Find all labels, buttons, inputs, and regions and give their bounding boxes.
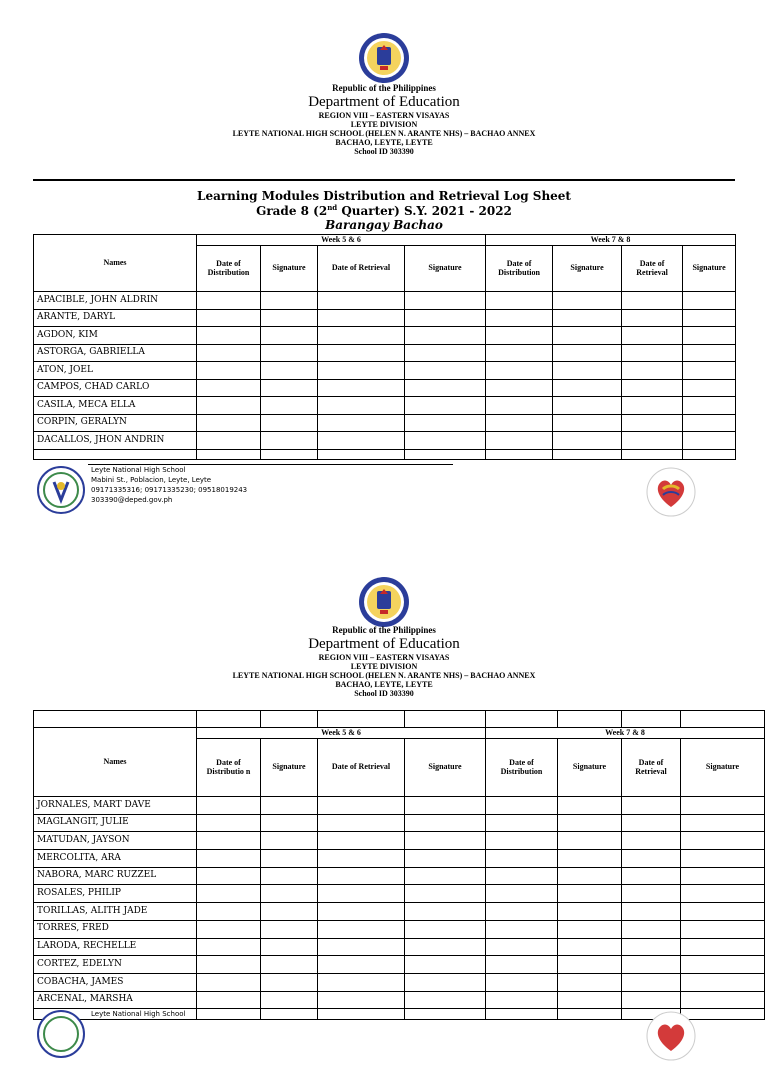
entry-cell[interactable] (197, 938, 261, 956)
entry-cell[interactable] (681, 814, 765, 832)
division-text: LEYTE DIVISION (350, 662, 418, 671)
entry-cell[interactable] (261, 956, 318, 974)
table-row (34, 920, 765, 938)
grade-sup: nd (327, 203, 338, 212)
student-rows-1 (34, 292, 736, 460)
entry-cell[interactable] (261, 397, 318, 415)
date-distribution-header: Date of Distribution (197, 246, 261, 292)
entry-cell[interactable] (405, 327, 486, 345)
table-row (34, 832, 765, 850)
table-row (34, 885, 765, 903)
republic-text: Republic of the Philippines (332, 625, 436, 635)
entry-cell[interactable] (261, 938, 318, 956)
entry-cell[interactable] (622, 432, 683, 450)
entry-cell[interactable] (558, 867, 622, 885)
student-name: CAMPOS, CHAD CARLO (34, 379, 197, 397)
entry-cell[interactable] (681, 973, 765, 991)
names-header: Names (34, 235, 197, 292)
entry-cell[interactable] (197, 885, 261, 903)
entry-cell[interactable] (34, 449, 197, 460)
entry-cell[interactable] (622, 956, 681, 974)
student-name: MATUDAN, JAYSON (34, 832, 197, 850)
entry-cell[interactable] (197, 414, 261, 432)
signature-header: Signature (405, 246, 486, 292)
entry-cell[interactable] (681, 797, 765, 815)
entry-cell[interactable] (681, 867, 765, 885)
entry-cell[interactable] (486, 327, 553, 345)
entry-cell[interactable] (558, 814, 622, 832)
entry-cell[interactable] (318, 362, 405, 380)
table-row (34, 362, 736, 380)
entry-cell[interactable] (197, 920, 261, 938)
entry-cell[interactable] (318, 850, 405, 868)
entry-cell[interactable] (681, 938, 765, 956)
signature-header: Signature (558, 739, 622, 797)
entry-cell[interactable] (318, 432, 405, 450)
student-rows-2 (34, 797, 765, 1020)
entry-cell[interactable] (681, 850, 765, 868)
letterhead (0, 626, 768, 699)
entry-cell[interactable] (486, 362, 553, 380)
entry-cell[interactable] (261, 379, 318, 397)
table-row (34, 938, 765, 956)
letterhead (0, 84, 768, 157)
date-retrieval-header: Date of Retrieval (622, 246, 683, 292)
student-name: ARCENAL, MARSHA (34, 991, 197, 1009)
entry-cell[interactable] (681, 956, 765, 974)
title-line: Learning Modules Distribution and Retrieval Log Sheet (197, 189, 571, 203)
entry-cell[interactable] (318, 832, 405, 850)
date-retrieval-header: Date of Retrieval (318, 739, 405, 797)
entry-cell[interactable] (553, 414, 622, 432)
entry-cell[interactable] (553, 449, 622, 460)
signature-header: Signature (681, 739, 765, 797)
entry-cell[interactable] (622, 797, 681, 815)
entry-cell[interactable] (197, 309, 261, 327)
entry-cell[interactable] (261, 292, 318, 310)
entry-cell[interactable] (683, 432, 736, 450)
entry-cell[interactable] (197, 832, 261, 850)
entry-cell[interactable] (405, 292, 486, 310)
entry-cell[interactable] (197, 379, 261, 397)
blank-row (34, 711, 765, 728)
entry-cell[interactable] (405, 956, 486, 974)
region-text: REGION VIII – EASTERN VISAYAS (318, 653, 450, 662)
names-header: Names (34, 728, 197, 797)
school-id-text: School ID 303390 (354, 689, 414, 698)
entry-cell[interactable] (405, 309, 486, 327)
entry-cell[interactable] (622, 938, 681, 956)
entry-cell[interactable] (405, 832, 486, 850)
entry-cell[interactable] (318, 397, 405, 415)
date-distribution-header: Date of Distribution (486, 739, 558, 797)
entry-cell[interactable] (553, 344, 622, 362)
entry-cell[interactable] (486, 832, 558, 850)
signature-header: Signature (553, 246, 622, 292)
entry-cell[interactable] (261, 973, 318, 991)
entry-cell[interactable] (405, 920, 486, 938)
entry-cell[interactable] (405, 797, 486, 815)
student-name: COBACHA, JAMES (34, 973, 197, 991)
entry-cell[interactable] (318, 885, 405, 903)
entry-cell[interactable] (405, 850, 486, 868)
entry-cell[interactable] (197, 850, 261, 868)
entry-cell[interactable] (197, 449, 261, 460)
student-name: NABORA, MARC RUZZEL (34, 867, 197, 885)
table-row (34, 432, 736, 450)
entry-cell[interactable] (683, 414, 736, 432)
entry-cell[interactable] (622, 814, 681, 832)
entry-cell[interactable] (197, 292, 261, 310)
signature-header: Signature (405, 739, 486, 797)
table-row (34, 973, 765, 991)
student-name: LARODA, RECHELLE (34, 938, 197, 956)
entry-cell[interactable] (553, 432, 622, 450)
department-text: Department of Education (308, 636, 460, 652)
entry-cell[interactable] (261, 797, 318, 815)
entry-cell[interactable] (622, 379, 683, 397)
week56-header: Week 5 & 6 (197, 728, 486, 739)
footer-school: Leyte National High School (91, 466, 186, 474)
department-text: Department of Education (308, 94, 460, 110)
entry-cell[interactable] (197, 432, 261, 450)
entry-cell[interactable] (318, 867, 405, 885)
entry-cell[interactable] (197, 867, 261, 885)
entry-cell[interactable] (622, 885, 681, 903)
entry-cell[interactable] (261, 867, 318, 885)
page-footer-2 (33, 1006, 768, 1066)
entry-cell[interactable] (558, 850, 622, 868)
entry-cell[interactable] (622, 344, 683, 362)
table-row (34, 867, 765, 885)
entry-cell[interactable] (486, 814, 558, 832)
entry-cell[interactable] (405, 362, 486, 380)
student-name: APACIBLE, JOHN ALDRIN (34, 292, 197, 310)
entry-cell[interactable] (622, 973, 681, 991)
entry-cell[interactable] (486, 885, 558, 903)
entry-cell[interactable] (558, 832, 622, 850)
entry-cell[interactable] (318, 327, 405, 345)
log-table-2 (33, 710, 765, 1020)
entry-cell[interactable] (558, 973, 622, 991)
footer-divider (228, 1008, 458, 1009)
date-retrieval-header: Date of Retrieval (318, 246, 405, 292)
entry-cell[interactable] (486, 414, 553, 432)
student-name: ATON, JOEL (34, 362, 197, 380)
entry-cell[interactable] (622, 449, 683, 460)
heart-logo-icon (643, 1011, 699, 1061)
entry-cell[interactable] (318, 973, 405, 991)
entry-cell[interactable] (486, 292, 553, 310)
entry-cell[interactable] (261, 903, 318, 921)
entry-cell[interactable] (318, 797, 405, 815)
entry-cell[interactable] (197, 814, 261, 832)
student-name: TORRES, FRED (34, 920, 197, 938)
entry-cell[interactable] (683, 397, 736, 415)
entry-cell[interactable] (318, 814, 405, 832)
entry-cell[interactable] (261, 344, 318, 362)
entry-cell[interactable] (558, 903, 622, 921)
entry-cell[interactable] (681, 920, 765, 938)
student-name: ASTORGA, GABRIELLA (34, 344, 197, 362)
lnhs-logo-icon (37, 466, 85, 514)
entry-cell[interactable] (486, 867, 558, 885)
entry-cell[interactable] (622, 867, 681, 885)
footer-address: Mabini St., Poblacion, Leyte, Leyte (91, 476, 212, 484)
entry-cell[interactable] (486, 920, 558, 938)
entry-cell[interactable] (405, 973, 486, 991)
entry-cell[interactable] (318, 903, 405, 921)
student-name: MERCOLITA, ARA (34, 850, 197, 868)
signature-header: Signature (261, 246, 318, 292)
entry-cell[interactable] (681, 832, 765, 850)
student-name: ROSALES, PHILIP (34, 885, 197, 903)
address-text: BACHAO, LEYTE, LEYTE (335, 138, 433, 147)
entry-cell[interactable] (261, 814, 318, 832)
entry-cell[interactable] (683, 362, 736, 380)
table-row (34, 956, 765, 974)
table-row (34, 797, 765, 815)
student-name: DACALLOS, JHON ANDRIN (34, 432, 197, 450)
table-row (34, 414, 736, 432)
student-name: CORPIN, GERALYN (34, 414, 197, 432)
entry-cell[interactable] (622, 414, 683, 432)
entry-cell[interactable] (405, 885, 486, 903)
entry-cell[interactable] (486, 379, 553, 397)
entry-cell[interactable] (683, 309, 736, 327)
division-text: LEYTE DIVISION (350, 120, 418, 129)
table-row (34, 309, 736, 327)
entry-cell[interactable] (318, 938, 405, 956)
student-name: MAGLANGIT, JULIE (34, 814, 197, 832)
entry-cell[interactable] (486, 938, 558, 956)
table-row (34, 292, 736, 310)
student-name: TORILLAS, ALITH JADE (34, 903, 197, 921)
table-row (34, 397, 736, 415)
entry-cell[interactable] (553, 309, 622, 327)
student-name: CORTEZ, EDELYN (34, 956, 197, 974)
entry-cell[interactable] (553, 362, 622, 380)
republic-text: Republic of the Philippines (332, 83, 436, 93)
school-text: LEYTE NATIONAL HIGH SCHOOL (HELEN N. ARANTE NHS) – BACHAO ANNEX (232, 671, 536, 680)
table-row (34, 814, 765, 832)
entry-cell[interactable] (405, 344, 486, 362)
table-row (34, 379, 736, 397)
entry-cell[interactable] (261, 432, 318, 450)
table-row (34, 850, 765, 868)
entry-cell[interactable] (318, 344, 405, 362)
entry-cell[interactable] (261, 885, 318, 903)
entry-cell[interactable] (261, 414, 318, 432)
entry-cell[interactable] (486, 432, 553, 450)
student-name: AGDON, KIM (34, 327, 197, 345)
footer-contact (91, 465, 247, 505)
entry-cell[interactable] (683, 292, 736, 310)
date-distribution-header: Date of Distribution (486, 246, 553, 292)
entry-cell[interactable] (486, 397, 553, 415)
entry-cell[interactable] (318, 956, 405, 974)
entry-cell[interactable] (622, 920, 681, 938)
entry-cell[interactable] (486, 903, 558, 921)
footer-school: Leyte National High School (91, 1010, 186, 1018)
entry-cell[interactable] (261, 309, 318, 327)
student-name: JORNALES, MART DAVE (34, 797, 197, 815)
entry-cell[interactable] (622, 292, 683, 310)
entry-cell[interactable] (318, 379, 405, 397)
entry-cell[interactable] (553, 379, 622, 397)
entry-cell[interactable] (486, 309, 553, 327)
week78-header: Week 7 & 8 (486, 728, 765, 739)
footer-contact (91, 1009, 185, 1019)
entry-cell[interactable] (318, 309, 405, 327)
entry-cell[interactable] (622, 850, 681, 868)
entry-cell[interactable] (486, 956, 558, 974)
entry-cell[interactable] (622, 309, 683, 327)
grade-line (0, 203, 768, 218)
entry-cell[interactable] (261, 920, 318, 938)
lnhs-logo-icon (37, 1010, 85, 1058)
entry-cell[interactable] (486, 797, 558, 815)
entry-cell[interactable] (486, 973, 558, 991)
footer-email: 303390@deped.gov.ph (91, 496, 173, 504)
entry-cell[interactable] (622, 362, 683, 380)
entry-cell[interactable] (197, 344, 261, 362)
entry-cell[interactable] (197, 903, 261, 921)
entry-cell[interactable] (261, 832, 318, 850)
student-name: ARANTE, DARYL (34, 309, 197, 327)
entry-cell[interactable] (558, 938, 622, 956)
grade-text: Grade 8 (2 (256, 204, 328, 218)
entry-cell[interactable] (558, 885, 622, 903)
entry-cell[interactable] (405, 449, 486, 460)
signature-header: Signature (261, 739, 318, 797)
quarter-text: Quarter) S.Y. 2021 - 2022 (337, 204, 512, 218)
week78-header: Week 7 & 8 (486, 235, 736, 246)
entry-cell[interactable] (318, 414, 405, 432)
entry-cell[interactable] (622, 903, 681, 921)
entry-cell[interactable] (405, 397, 486, 415)
school-text: LEYTE NATIONAL HIGH SCHOOL (HELEN N. ARANTE NHS) – BACHAO ANNEX (232, 129, 536, 138)
table-row (34, 449, 736, 460)
table-row (34, 903, 765, 921)
entry-cell[interactable] (683, 449, 736, 460)
barangay-line: Barangay Bachao (325, 218, 443, 232)
entry-cell[interactable] (558, 920, 622, 938)
entry-cell[interactable] (405, 867, 486, 885)
document-page-2 (0, 540, 768, 1024)
entry-cell[interactable] (558, 797, 622, 815)
entry-cell[interactable] (681, 885, 765, 903)
entry-cell[interactable] (405, 903, 486, 921)
table-row (34, 344, 736, 362)
region-text: REGION VIII – EASTERN VISAYAS (318, 111, 450, 120)
entry-cell[interactable] (486, 449, 553, 460)
entry-cell[interactable] (405, 414, 486, 432)
entry-cell[interactable] (405, 432, 486, 450)
entry-cell[interactable] (558, 956, 622, 974)
footer-phones: 09171335316; 09171335230; 09518019243 (91, 486, 248, 494)
header-divider (33, 179, 735, 181)
student-name: CASILA, MECA ELLA (34, 397, 197, 415)
entry-cell[interactable] (197, 397, 261, 415)
page-footer-1 (33, 462, 768, 522)
school-id-text: School ID 303390 (354, 147, 414, 156)
heart-logo-icon (643, 467, 699, 517)
entry-cell[interactable] (197, 797, 261, 815)
entry-cell[interactable] (486, 344, 553, 362)
log-sheet-title (0, 189, 768, 232)
entry-cell[interactable] (553, 397, 622, 415)
entry-cell[interactable] (622, 327, 683, 345)
deped-seal-icon (358, 32, 410, 84)
log-table-1 (33, 234, 736, 460)
entry-cell[interactable] (553, 292, 622, 310)
entry-cell[interactable] (197, 327, 261, 345)
entry-cell[interactable] (261, 362, 318, 380)
entry-cell[interactable] (622, 397, 683, 415)
date-retrieval-header: Date of Retrieval (622, 739, 681, 797)
entry-cell[interactable] (683, 327, 736, 345)
entry-cell[interactable] (261, 327, 318, 345)
entry-cell[interactable] (197, 973, 261, 991)
entry-cell[interactable] (405, 814, 486, 832)
date-distribution-header: Date of Distributio n (197, 739, 261, 797)
entry-cell[interactable] (197, 956, 261, 974)
entry-cell[interactable] (553, 327, 622, 345)
entry-cell[interactable] (683, 379, 736, 397)
entry-cell[interactable] (622, 832, 681, 850)
entry-cell[interactable] (683, 344, 736, 362)
entry-cell[interactable] (318, 292, 405, 310)
entry-cell[interactable] (681, 903, 765, 921)
address-text: BACHAO, LEYTE, LEYTE (335, 680, 433, 689)
entry-cell[interactable] (486, 850, 558, 868)
signature-header: Signature (683, 246, 736, 292)
entry-cell[interactable] (405, 379, 486, 397)
entry-cell[interactable] (197, 362, 261, 380)
entry-cell[interactable] (405, 938, 486, 956)
deped-seal-icon (358, 576, 410, 628)
table-row (34, 327, 736, 345)
entry-cell[interactable] (261, 850, 318, 868)
entry-cell[interactable] (318, 449, 405, 460)
entry-cell[interactable] (261, 449, 318, 460)
entry-cell[interactable] (318, 920, 405, 938)
week56-header: Week 5 & 6 (197, 235, 486, 246)
